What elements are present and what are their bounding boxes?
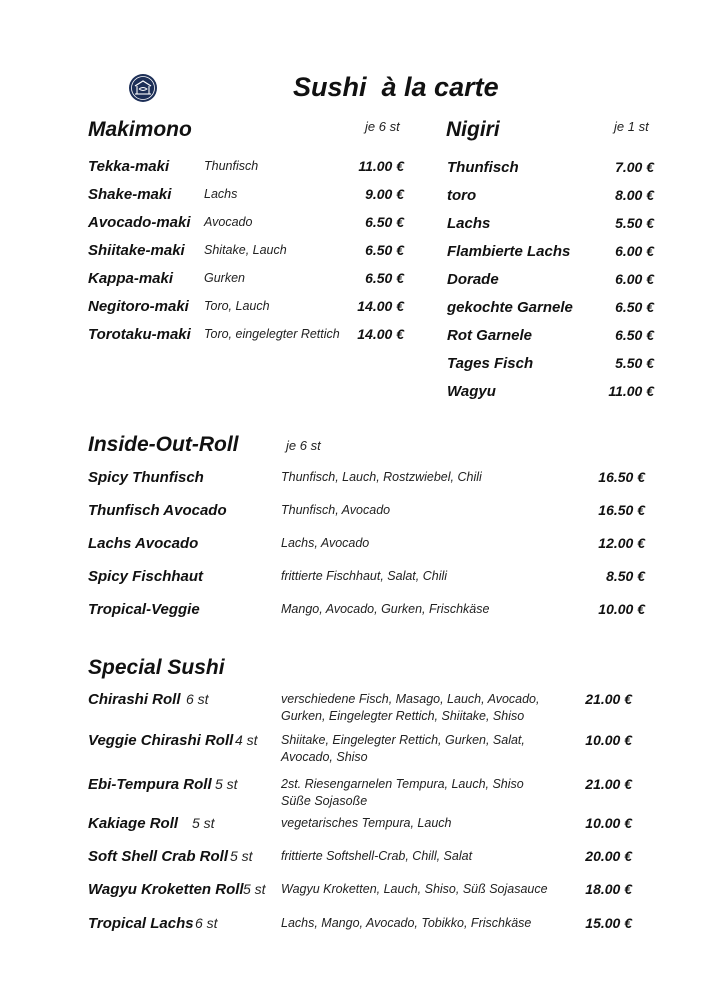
menu-item-name: Lachs Avocado bbox=[88, 535, 199, 552]
menu-item-description: frittierte Fischhaut, Salat, Chili bbox=[281, 569, 448, 583]
makimono-heading: Makimono bbox=[88, 118, 192, 141]
menu-item-count: 5 st bbox=[230, 848, 253, 864]
menu-item-name: Kappa-maki bbox=[88, 270, 174, 287]
menu-item-price: 10.00 € bbox=[585, 732, 632, 748]
menu-item-price: 6.50 € bbox=[615, 327, 654, 343]
menu-item-price: 10.00 € bbox=[598, 601, 645, 617]
menu-item-description: 2st. Riesengarnelen Tempura, Lauch, Shiso bbox=[281, 777, 524, 791]
menu-item-price: 6.00 € bbox=[615, 271, 654, 287]
menu-item-count: 4 st bbox=[235, 732, 258, 748]
menu-item-price: 21.00 € bbox=[585, 776, 632, 792]
menu-item-price: 18.00 € bbox=[585, 881, 632, 897]
menu-item-price: 5.50 € bbox=[615, 215, 654, 231]
menu-item-price: 16.50 € bbox=[598, 502, 645, 518]
menu-item-price: 6.50 € bbox=[365, 214, 404, 230]
menu-item-name: Flambierte Lachs bbox=[447, 243, 571, 260]
menu-item-price: 16.50 € bbox=[598, 469, 645, 485]
menu-item-name: Negitoro-maki bbox=[88, 298, 189, 315]
menu-item-name bbox=[88, 691, 181, 708]
menu-item-name: Thunfisch Avocado bbox=[88, 502, 227, 519]
menu-item-name-text: Chirashi Roll bbox=[88, 691, 181, 708]
special-heading: Special Sushi bbox=[88, 656, 225, 679]
menu-item-price: 8.50 € bbox=[606, 568, 645, 584]
menu-item-description: Shiitake, Eingelegter Rettich, Gurken, Salat, bbox=[281, 733, 525, 747]
menu-item-price: 10.00 € bbox=[585, 815, 632, 831]
menu-item-name: Wagyu bbox=[447, 383, 496, 400]
menu-item-description: Wagyu Kroketten, Lauch, Shiso, Süß Sojasauce bbox=[281, 882, 548, 896]
menu-item-name: Shake-maki bbox=[88, 186, 172, 203]
menu-item-name: Torotaku-maki bbox=[88, 326, 191, 343]
menu-item-name bbox=[88, 732, 233, 749]
menu-item-name-text: Soft Shell Crab Roll bbox=[88, 848, 229, 865]
menu-item-name: Tropical-Veggie bbox=[88, 601, 200, 618]
menu-item-name: Rot Garnele bbox=[447, 327, 533, 344]
menu-item-name-text: Ebi-Tempura Roll bbox=[88, 776, 212, 793]
menu-item-description: Toro, Lauch bbox=[204, 299, 270, 313]
menu-item-price: 6.50 € bbox=[365, 270, 404, 286]
menu-item-name: Shiitake-maki bbox=[88, 242, 185, 259]
insideout-heading: Inside-Out-Roll bbox=[88, 433, 239, 456]
menu-item-name bbox=[88, 848, 228, 865]
menu-item-name-text: Tropical Lachs bbox=[88, 915, 194, 932]
menu-item-name: Tages Fisch bbox=[447, 355, 534, 372]
nigiri-unit: je 1 st bbox=[614, 119, 649, 134]
menu-item-name: Dorade bbox=[447, 271, 499, 288]
menu-item-name-text: Veggie Chirashi Roll bbox=[88, 732, 234, 749]
makimono-unit: je 6 st bbox=[365, 119, 400, 134]
menu-item-count: 6 st bbox=[195, 915, 218, 931]
menu-item-description: Thunfisch bbox=[204, 159, 259, 173]
menu-item-price: 6.50 € bbox=[615, 299, 654, 315]
menu-item-name: gekochte Garnele bbox=[447, 299, 573, 316]
menu-item-price: 5.50 € bbox=[615, 355, 654, 371]
menu-item-description-line2: Gurken, Eingelegter Rettich, Shiitake, Shiso bbox=[281, 709, 525, 723]
menu-item-description: Gurken bbox=[204, 271, 245, 285]
menu-item-count: 5 st bbox=[215, 776, 238, 792]
menu-item-price: 11.00 € bbox=[608, 383, 654, 399]
menu-item-count: 5 st bbox=[243, 881, 266, 897]
restaurant-logo-icon bbox=[128, 73, 158, 103]
menu-item-name: Spicy Thunfisch bbox=[88, 469, 204, 486]
menu-item-name bbox=[88, 815, 178, 832]
menu-item-description: Lachs, Mango, Avocado, Tobikko, Frischkäse bbox=[281, 916, 532, 930]
menu-item-description: Thunfisch, Lauch, Rostzwiebel, Chili bbox=[281, 470, 482, 484]
insideout-unit: je 6 st bbox=[286, 438, 321, 453]
menu-item-name-text: Wagyu Kroketten Roll bbox=[88, 881, 244, 898]
menu-item-price: 20.00 € bbox=[585, 848, 632, 864]
menu-item-price: 21.00 € bbox=[585, 691, 632, 707]
menu-item-description: Lachs, Avocado bbox=[281, 536, 370, 550]
menu-item-name: Spicy Fischhaut bbox=[88, 568, 204, 585]
menu-item-price: 6.50 € bbox=[365, 242, 404, 258]
menu-item-price: 14.00 € bbox=[357, 326, 404, 342]
menu-item-name-text: Kakiage Roll bbox=[88, 815, 179, 832]
menu-item-description-line2: Süße Sojasoße bbox=[281, 794, 368, 808]
menu-item-description: Lachs bbox=[204, 187, 238, 201]
menu-item-name: toro bbox=[447, 187, 477, 204]
menu-item-price: 8.00 € bbox=[615, 187, 654, 203]
menu-item-count: 5 st bbox=[192, 815, 215, 831]
menu-item-price: 12.00 € bbox=[598, 535, 645, 551]
menu-item-price: 14.00 € bbox=[357, 298, 404, 314]
menu-item-name bbox=[88, 776, 212, 793]
menu-item-price: 15.00 € bbox=[585, 915, 632, 931]
menu-item-name bbox=[88, 881, 244, 898]
nigiri-heading: Nigiri bbox=[446, 118, 500, 141]
menu-item-description-line2: Avocado, Shiso bbox=[281, 750, 368, 764]
menu-item-description: frittierte Softshell-Crab, Chill, Salat bbox=[281, 849, 473, 863]
menu-item-description: vegetarisches Tempura, Lauch bbox=[281, 816, 452, 830]
menu-item-name: Tekka-maki bbox=[88, 158, 170, 175]
menu-item-description: verschiedene Fisch, Masago, Lauch, Avocado, bbox=[281, 692, 540, 706]
menu-item-price: 11.00 € bbox=[358, 158, 404, 174]
menu-item-description: Shitake, Lauch bbox=[204, 243, 287, 257]
menu-item-name bbox=[88, 915, 194, 932]
menu-item-price: 7.00 € bbox=[615, 159, 654, 175]
menu-item-count: 6 st bbox=[186, 691, 209, 707]
page-title: Sushi à la carte bbox=[293, 72, 499, 102]
menu-item-description: Mango, Avocado, Gurken, Frischkäse bbox=[281, 602, 490, 616]
menu-item-price: 9.00 € bbox=[365, 186, 404, 202]
menu-item-name: Avocado-maki bbox=[88, 214, 191, 231]
menu-item-description: Thunfisch, Avocado bbox=[281, 503, 391, 517]
menu-item-description: Toro, eingelegter Rettich bbox=[204, 327, 340, 341]
menu-item-name: Thunfisch bbox=[447, 159, 519, 176]
menu-item-name: Lachs bbox=[447, 215, 491, 232]
menu-item-description: Avocado bbox=[204, 215, 253, 229]
menu-item-price: 6.00 € bbox=[615, 243, 654, 259]
